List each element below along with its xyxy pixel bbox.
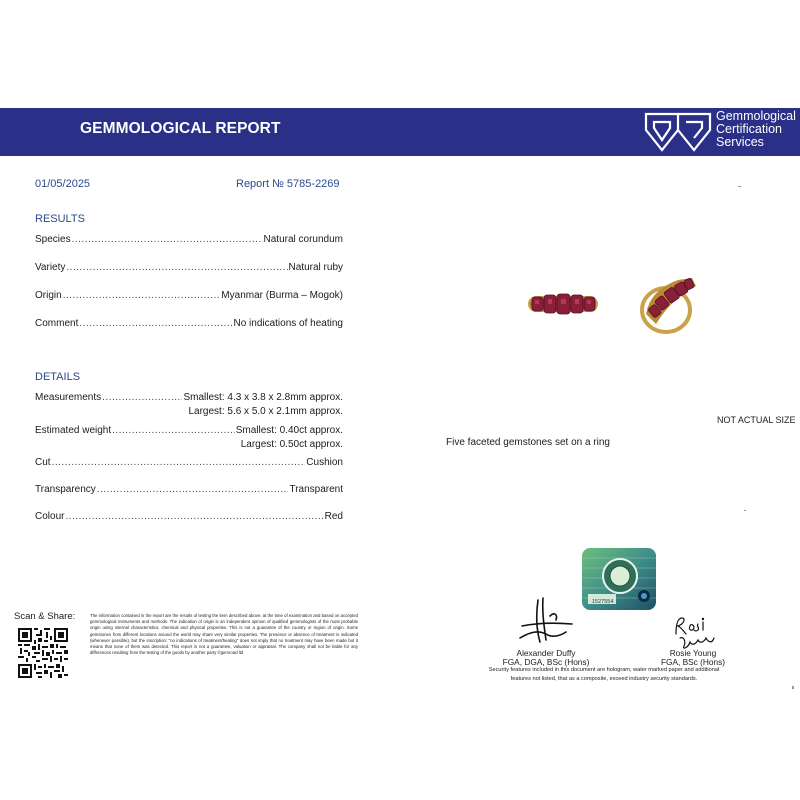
- ring-angled-view-image: [638, 270, 700, 336]
- detail-row-measurements: [35, 392, 343, 403]
- row-value: Red: [324, 511, 343, 522]
- logo-line-1: Gemmological: [716, 109, 796, 123]
- image-caption: Five faceted gemstones set on a ring: [446, 437, 610, 448]
- row-label: Species: [35, 234, 71, 245]
- detail-row-colour: [35, 511, 343, 522]
- logo-line-2: Certification: [716, 122, 782, 136]
- measurements-largest: Largest: 5.6 x 5.0 x 2.1mm approx.: [188, 406, 343, 417]
- result-row-comment: [35, 318, 343, 329]
- report-header: [0, 108, 800, 156]
- leader-dots: [97, 484, 289, 495]
- leader-dots: [102, 392, 182, 403]
- gcs-logo: [640, 108, 800, 156]
- paper-speck: [744, 510, 746, 511]
- leader-dots: [65, 511, 323, 522]
- signature-alexander-duffy: [516, 596, 576, 648]
- ring-top-view-image: [526, 286, 600, 322]
- report-title: GEMMOLOGICAL REPORT: [80, 120, 281, 137]
- row-label: Estimated weight: [35, 425, 112, 436]
- detail-row-weight: [35, 425, 343, 436]
- paper-speck: [792, 686, 794, 689]
- not-actual-size-label: NOT ACTUAL SIZE: [717, 415, 796, 425]
- row-value: Natural ruby: [288, 262, 343, 273]
- row-label: Comment: [35, 318, 79, 329]
- signature-rosie-young: [670, 612, 720, 652]
- weight-largest: Largest: 0.50ct approx.: [240, 439, 343, 450]
- row-value: Myanmar (Burma – Mogok): [221, 290, 343, 301]
- qr-code-icon[interactable]: [18, 628, 68, 678]
- logo-line-3: Services: [716, 135, 764, 149]
- signatory-1-name: Alexander Duffy: [516, 648, 576, 658]
- leader-dots: [72, 234, 263, 245]
- row-label: Cut: [35, 457, 51, 468]
- signatory-2-name: Rosie Young: [669, 648, 717, 658]
- gcs-monogram-icon: [642, 110, 714, 154]
- signatory-2-credentials: FGA, BSc (Hons): [660, 657, 726, 667]
- row-label: Origin: [35, 290, 62, 301]
- row-value: Natural corundum: [263, 234, 343, 245]
- scan-share-label: Scan & Share:: [14, 611, 76, 622]
- report-number: Report № 5785-2269: [236, 178, 340, 190]
- report-date: 01/05/2025: [35, 178, 91, 190]
- security-note: Security features included in this document are hologram, water marked paper and additional features not listed, that as a composite, exceed industry security standards.: [488, 667, 720, 682]
- row-label: Measurements: [35, 392, 102, 403]
- hologram-number: 1527554: [592, 599, 614, 605]
- results-heading: RESULTS: [35, 213, 85, 225]
- leader-dots: [63, 290, 221, 301]
- row-value: Smallest: 0.40ct approx.: [235, 425, 343, 436]
- row-value: No indications of heating: [233, 318, 343, 329]
- detail-row-cut: [35, 457, 343, 468]
- disclaimer-text: The information contained in the report are the results of testing the item described above, at the time of examination and based on accepted gemmological instruments and methods. The indication of origin is an independent opinion of qualified gemmologists of the most probable origin using internal characteristics, chemical and physical properties. This is not a guarantee of the country or region of origin. Some gemstones from different locations around the world may share very similar properties. The presence or absence of treatment is indicated (whenever possible), but the inscription: "no indications of treatment/heating" does not imply that no treatment may have been made but it means that none of them was detected. This report is not a guarantee, valuation or appraisal. The company shall not be liable for any differences resulting from the testing of the goods by another party ©gemroad ltd: [90, 613, 358, 656]
- logo-text: [716, 110, 796, 149]
- result-row-origin: [35, 290, 343, 301]
- row-value: Transparent: [289, 484, 343, 495]
- leader-dots: [112, 425, 235, 436]
- leader-dots: [79, 318, 232, 329]
- row-label: Colour: [35, 511, 65, 522]
- leader-dots: [52, 457, 306, 468]
- details-heading: DETAILS: [35, 371, 81, 383]
- leader-dots: [66, 262, 287, 273]
- row-value: Smallest: 4.3 x 3.8 x 2.8mm approx.: [183, 392, 343, 403]
- paper-speck: [738, 186, 741, 187]
- row-value: Cushion: [306, 457, 343, 468]
- detail-row-transparency: [35, 484, 343, 495]
- result-row-variety: [35, 262, 343, 273]
- signatory-1-credentials: FGA, DGA, BSc (Hons): [502, 657, 590, 667]
- row-label: Variety: [35, 262, 66, 273]
- result-row-species: [35, 234, 343, 245]
- row-label: Transparency: [35, 484, 96, 495]
